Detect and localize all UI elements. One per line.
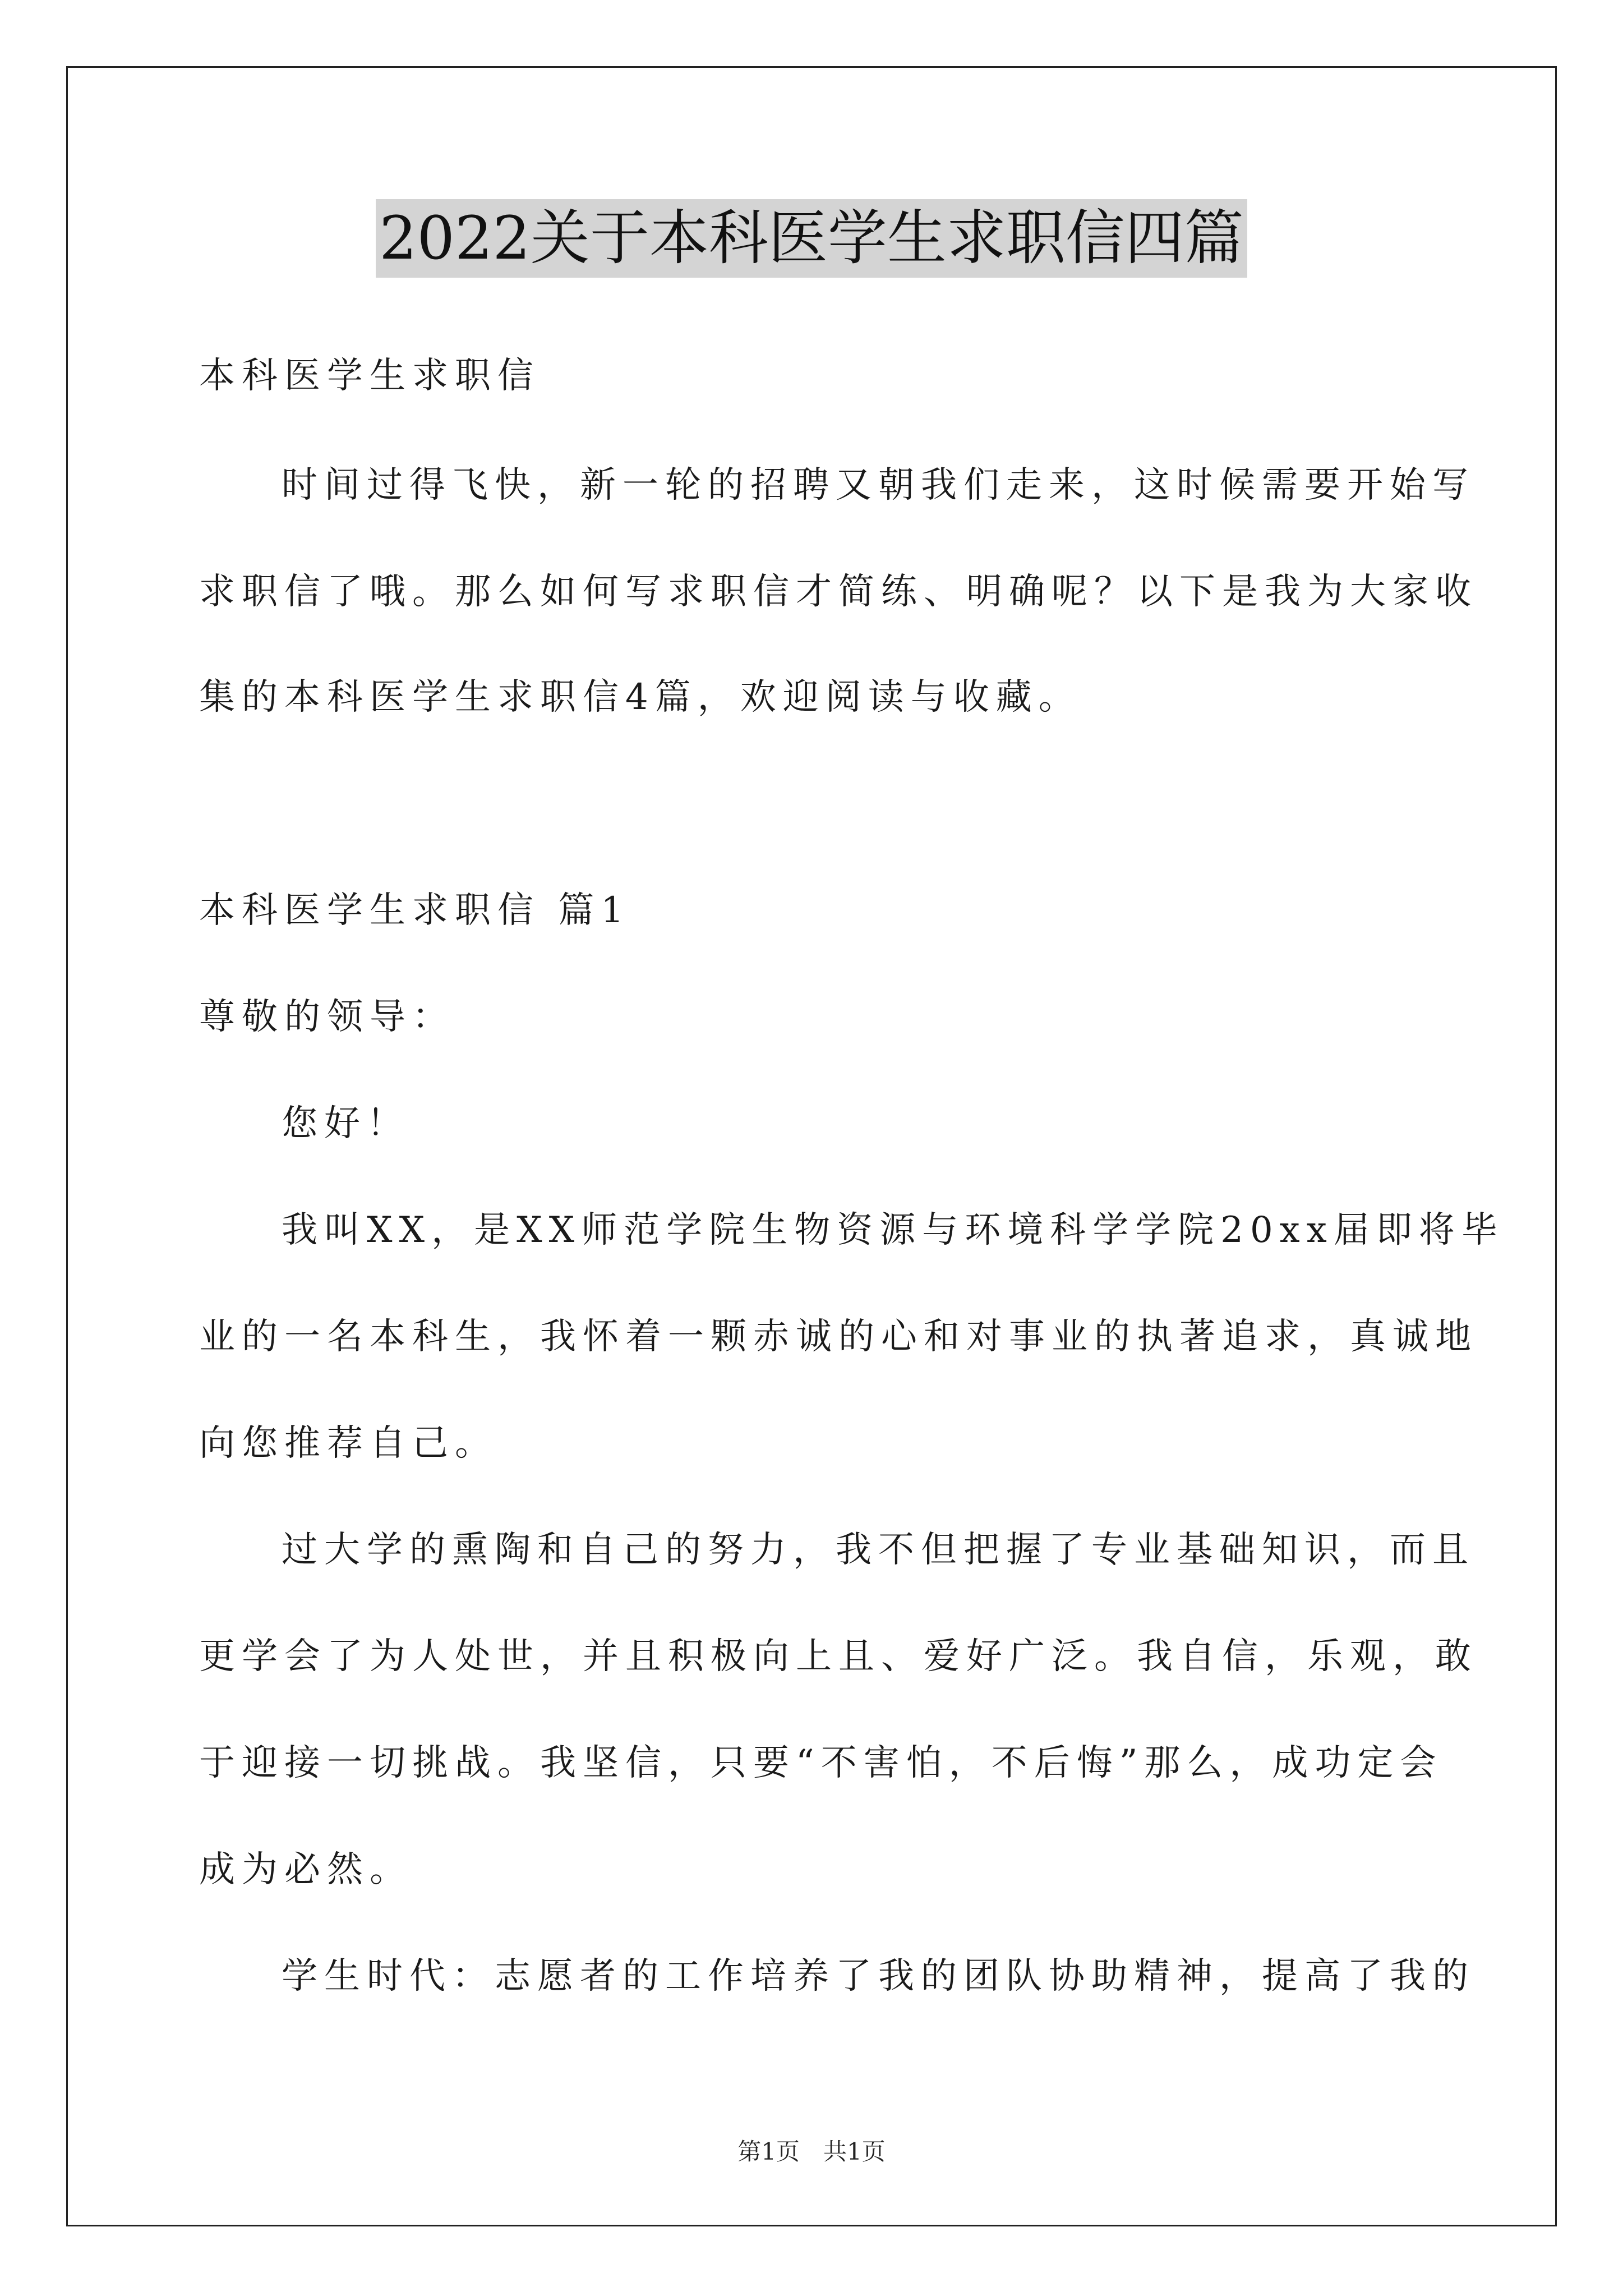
title-container — [0, 199, 1623, 278]
paragraph-line: 成为必然。 — [199, 1849, 412, 1890]
paragraph-line: 时间过得飞快，新一轮的招聘又朝我们走来，这时候需要开始写 — [282, 464, 1475, 506]
paragraph-line: 向您推荐自己。 — [199, 1423, 497, 1464]
page-footer: 第1页 共1页 — [737, 2138, 886, 2165]
greeting: 您好！ — [282, 1103, 409, 1144]
paragraph-line: 集的本科医学生求职信4篇，欢迎阅读与收藏。 — [199, 677, 1081, 718]
paragraph-line: 业的一名本科生，我怀着一颗赤诚的心和对事业的执著追求，真诚地 — [199, 1316, 1478, 1358]
paragraph-line: 我叫XX，是XX师范学院生物资源与环境科学学院20xx届即将毕 — [282, 1209, 1504, 1251]
document-title: 2022关于本科医学生求职信四篇 — [376, 199, 1247, 278]
paragraph-line: 学生时代：志愿者的工作培养了我的团队协助精神，提高了我的 — [282, 1955, 1475, 1997]
paragraph-line: 求职信了哦。那么如何写求职信才简练、明确呢？以下是我为大家收 — [199, 571, 1478, 613]
salutation: 尊敬的领导： — [199, 996, 455, 1038]
paragraph-line: 过大学的熏陶和自己的努力，我不但把握了专业基础知识，而且 — [282, 1529, 1475, 1571]
section-heading-letter-1: 本科医学生求职信 篇1 — [199, 890, 631, 931]
paragraph-line: 于迎接一切挑战。我坚信，只要“不害怕，不后悔”那么，成功定会 — [199, 1742, 1443, 1784]
section-heading-intro: 本科医学生求职信 — [199, 355, 540, 397]
paragraph-line: 更学会了为人处世，并且积极向上且、爱好广泛。我自信，乐观，敢 — [199, 1636, 1478, 1677]
